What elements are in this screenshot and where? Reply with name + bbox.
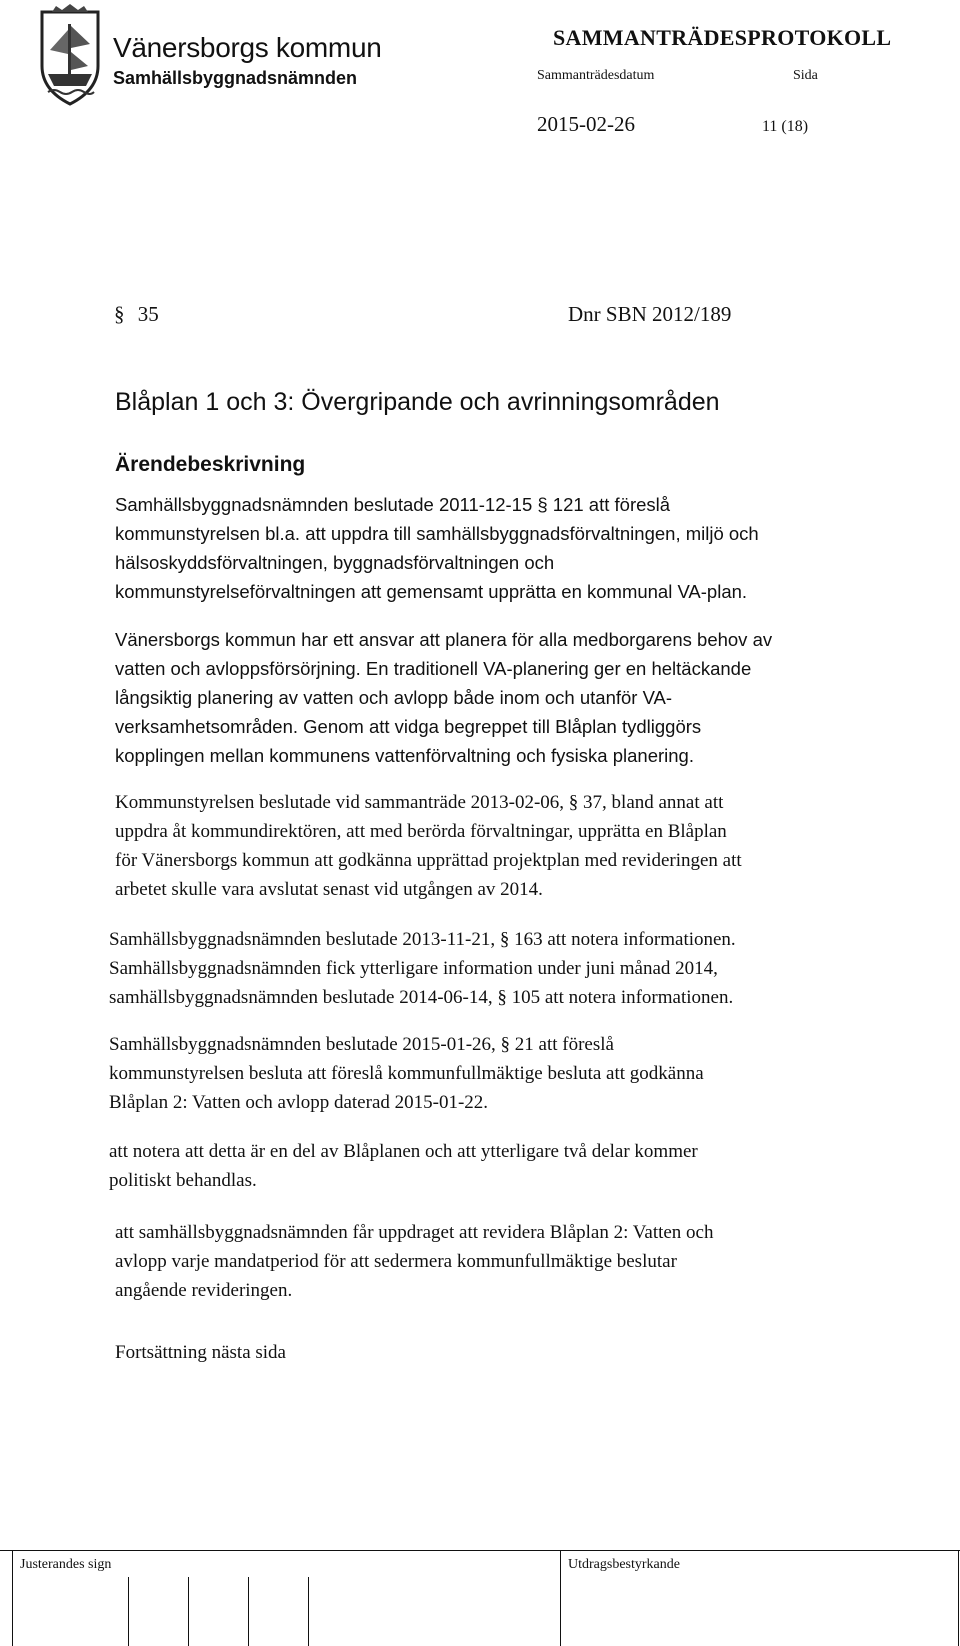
text-line: kopplingen mellan kommunens vattenförvaltning och fysiska planering. [115,745,694,766]
text-line: Kommunstyrelsen beslutade vid sammanträde 2013-02-06, § 37, bland annat att [115,792,724,813]
text-line: politiskt behandlas. [109,1170,257,1191]
footer-divider [0,1550,960,1551]
signature-box-divider [248,1577,249,1646]
text-line: att notera att detta är en del av Blåplanen och att ytterligare två delar kommer [109,1141,698,1162]
text-line: avlopp varje mandatperiod för att sedermera kommunfullmäktige beslutar [115,1251,677,1272]
organization-name: Vänersborgs kommun [113,32,382,63]
text-line: verksamhetsområden. Genom att vidga begreppet till Blåplan tydliggörs [115,716,702,737]
justerandes-sign-label: Justerandes sign [20,1557,112,1572]
paragraph-3 [115,788,742,904]
text-line: Samhällsbyggnadsnämnden beslutade 2013-11-21, § 163 att notera informationen. [109,929,736,950]
page-number: 11 (18) [762,118,809,135]
text-line: uppdra åt kommundirektören, att med berörda förvaltningar, upprätta en Blåplan [115,821,727,842]
paragraph-2 [115,625,772,770]
meeting-date-label: Sammanträdesdatum [537,68,655,83]
continuation-note: Fortsättning nästa sida [115,1342,286,1363]
text-line: Samhällsbyggnadsnämnden beslutade 2011-12-15 § 121 att föreslå [115,494,671,515]
text-line: Vänersborgs kommun har ett ansvar att planera för alla medborgarens behov av [115,629,773,650]
paragraph-6 [109,1137,698,1195]
ship-crest-icon [38,4,102,108]
page-title: Blåplan 1 och 3: Övergripande och avrinningsområden [115,388,720,416]
diary-number: Dnr SBN 2012/189 [568,302,732,326]
text-line: kommunstyrelseförvaltningen att gemensamt upprätta en kommunal VA-plan. [115,581,748,602]
section-heading: Ärendebeskrivning [115,453,306,476]
document-type: SAMMANTRÄDESPROTOKOLL [553,25,892,50]
footer-right-border [958,1550,959,1646]
text-line: för Vänersborgs kommun att godkänna upprättad projektplan med revideringen att [115,850,742,871]
text-line: hälsoskyddsförvaltningen, byggnadsförvaltningen och [115,552,555,573]
text-line: Samhällsbyggnadsnämnden beslutade 2015-01-26, § 21 att föreslå [109,1034,614,1055]
text-line: att samhällsbyggnadsnämnden får uppdraget att revidera Blåplan 2: Vatten och [115,1222,714,1243]
text-line: långsiktig planering av vatten och avlopp både inom och utanför VA- [115,687,673,708]
text-line: kommunstyrelsen bl.a. att uppdra till samhällsbyggnadsförvaltningen, miljö och [115,523,759,544]
paragraph-4 [109,925,736,1012]
signature-box-divider [128,1577,129,1646]
paragraph-5 [109,1030,704,1117]
footer-middle-divider [560,1550,561,1646]
paragraph-symbol: § [114,302,125,326]
text-line: kommunstyrelsen besluta att föreslå kommunfullmäktige besluta att godkänna [109,1063,704,1084]
text-line: arbetet skulle vara avslutat senast vid utgången av 2014. [115,879,543,900]
footer-left-border [12,1550,13,1646]
section-number-value: 35 [137,302,159,326]
utdragsbestyrkande-label: Utdragsbestyrkande [568,1557,680,1572]
paragraph-1 [115,490,759,606]
page-label: Sida [793,68,818,83]
text-line: Samhällsbyggnadsnämnden fick ytterligare information under juni månad 2014, [109,958,718,979]
meeting-date: 2015-02-26 [537,112,635,136]
section-number [114,302,159,327]
signature-box-divider [308,1577,309,1646]
text-line: vatten och avloppsförsörjning. En traditionell VA-planering ger en heltäckande [115,658,752,679]
board-name: Samhällsbyggnadsnämnden [113,68,358,88]
text-line: samhällsbyggnadsnämnden beslutade 2014-06-14, § 105 att notera informationen. [109,987,734,1008]
text-line: angående revideringen. [115,1280,293,1301]
paragraph-7 [115,1218,714,1305]
text-line: Blåplan 2: Vatten och avlopp daterad 2015-01-22. [109,1092,489,1113]
signature-box-divider [188,1577,189,1646]
